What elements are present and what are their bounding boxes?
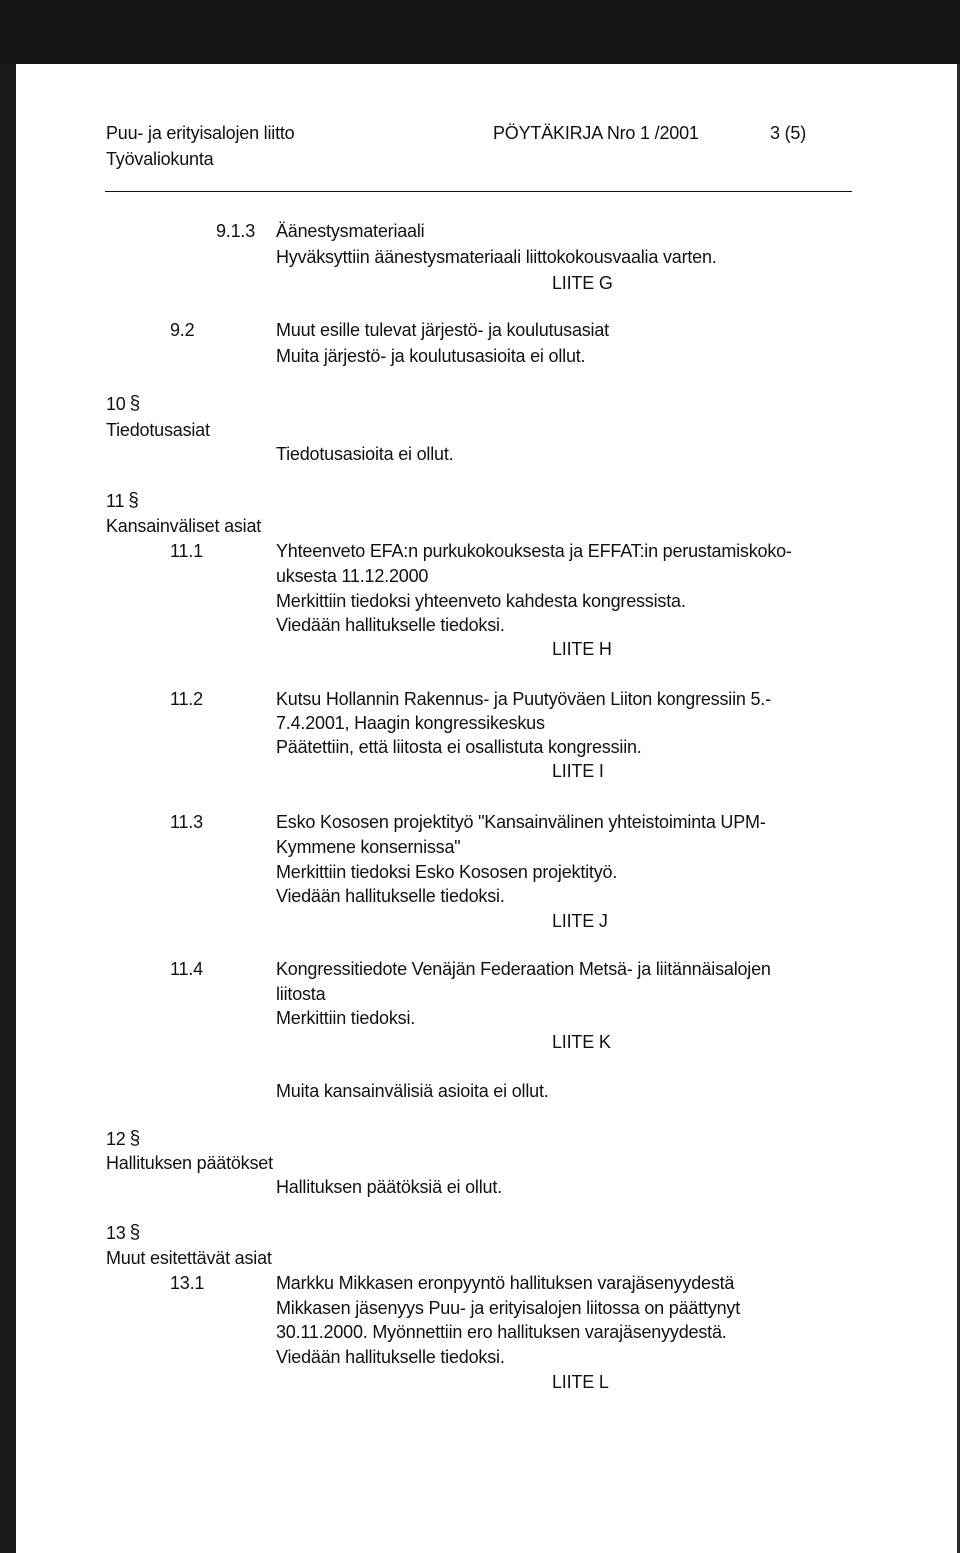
item-title-11-3-line1: Esko Kososen projektityö "Kansainvälinen yhteistoiminta UPM- [276, 812, 766, 832]
section-13-number: 13 § [106, 1222, 140, 1243]
item-title-11-1-line2: uksesta 11.12.2000 [276, 566, 429, 586]
section-11-closing-text: Muita kansainvälisiä asioita ei ollut. [276, 1081, 549, 1101]
section-sign: § [128, 490, 139, 511]
item-text-11-1-b: Viedään hallitukselle tiedoksi. [276, 615, 505, 635]
item-number-9-1-3: 9.1.3 [216, 221, 256, 241]
header-doc-number: PÖYTÄKIRJA Nro 1 /2001 [493, 123, 699, 143]
item-title-9-2: Muut esille tulevat järjestö- ja koulutusasiat [276, 320, 609, 340]
attachment-liite-g: LIITE G [552, 273, 613, 293]
item-title-11-2-line2: 7.4.2001, Haagin kongressikeskus [276, 713, 545, 733]
item-text-9-2: Muita järjestö- ja koulutusasioita ei ollut. [276, 346, 586, 366]
section-12-text: Hallituksen päätöksiä ei ollut. [276, 1177, 502, 1197]
scan-left-border [0, 64, 16, 1553]
header-org: Puu- ja erityisalojen liitto [106, 123, 295, 143]
item-title-11-4-line2: liitosta [276, 984, 326, 1004]
section-11-number: 11 § [106, 490, 139, 511]
section-10-heading: Tiedotusasiat [106, 420, 210, 440]
item-title-11-1-line1: Yhteenveto EFA:n purkukokouksesta ja EFFAT:in perustamiskoko- [276, 541, 792, 561]
item-number-11-4: 11.4 [170, 959, 203, 979]
item-text-11-3-b: Viedään hallitukselle tiedoksi. [276, 886, 505, 906]
section-13-heading: Muut esitettävät asiat [106, 1248, 272, 1268]
item-number-13-1: 13.1 [170, 1273, 205, 1293]
item-text-9-1-3: Hyväksyttiin äänestysmateriaali liittokokousvaalia varten. [276, 247, 717, 267]
section-12-number: 12 § [106, 1128, 140, 1149]
attachment-liite-k: LIITE K [552, 1032, 611, 1052]
item-number-11-1: 11.1 [170, 541, 203, 561]
section-10-text: Tiedotusasioita ei ollut. [276, 444, 454, 464]
item-text-13-1-a: Mikkasen jäsenyys Puu- ja erityisalojen liitossa on päättynyt [276, 1298, 741, 1318]
item-number-9-2: 9.2 [170, 320, 195, 340]
item-title-11-2-line1: Kutsu Hollannin Rakennus- ja Puutyöväen Liiton kongressiin 5.- [276, 689, 771, 709]
scan-top-border [0, 0, 960, 64]
attachment-liite-i: LIITE I [552, 761, 604, 781]
item-text-11-2: Päätettiin, että liitosta ei osallistuta kongressiin. [276, 737, 642, 757]
item-text-11-3-a: Merkittiin tiedoksi Esko Kososen projektityö. [276, 862, 618, 882]
attachment-liite-l: LIITE L [552, 1372, 609, 1392]
item-text-13-1-b: 30.11.2000. Myönnettiin ero hallituksen varajäsenyydestä. [276, 1322, 727, 1342]
section-sign: § [129, 1222, 140, 1243]
header-unit: Työvaliokunta [106, 149, 214, 169]
item-title-13-1: Markku Mikkasen eronpyyntö hallituksen varajäsenyydestä [276, 1273, 735, 1293]
item-text-11-1-a: Merkittiin tiedoksi yhteenveto kahdesta kongressista. [276, 591, 686, 611]
section-sign: § [129, 393, 140, 414]
item-title-11-4-line1: Kongressitiedote Venäjän Federaation Metsä- ja liitännäisalojen [276, 959, 771, 979]
item-number-11-3: 11.3 [170, 812, 203, 832]
header-rule [105, 191, 852, 192]
header-page-number: 3 (5) [770, 123, 807, 143]
item-number-11-2: 11.2 [170, 689, 203, 709]
section-sign: § [129, 1128, 140, 1149]
section-12-heading: Hallituksen päätökset [106, 1153, 273, 1173]
attachment-liite-h: LIITE H [552, 639, 612, 659]
attachment-liite-j: LIITE J [552, 911, 608, 931]
section-11-heading: Kansainväliset asiat [106, 516, 262, 536]
item-text-13-1-c: Viedään hallitukselle tiedoksi. [276, 1347, 505, 1367]
item-title-11-3-line2: Kymmene konsernissa" [276, 837, 461, 857]
item-text-11-4: Merkittiin tiedoksi. [276, 1008, 416, 1028]
section-10-number: 10 § [106, 393, 140, 414]
item-title-9-1-3: Äänestysmateriaali [276, 221, 425, 241]
